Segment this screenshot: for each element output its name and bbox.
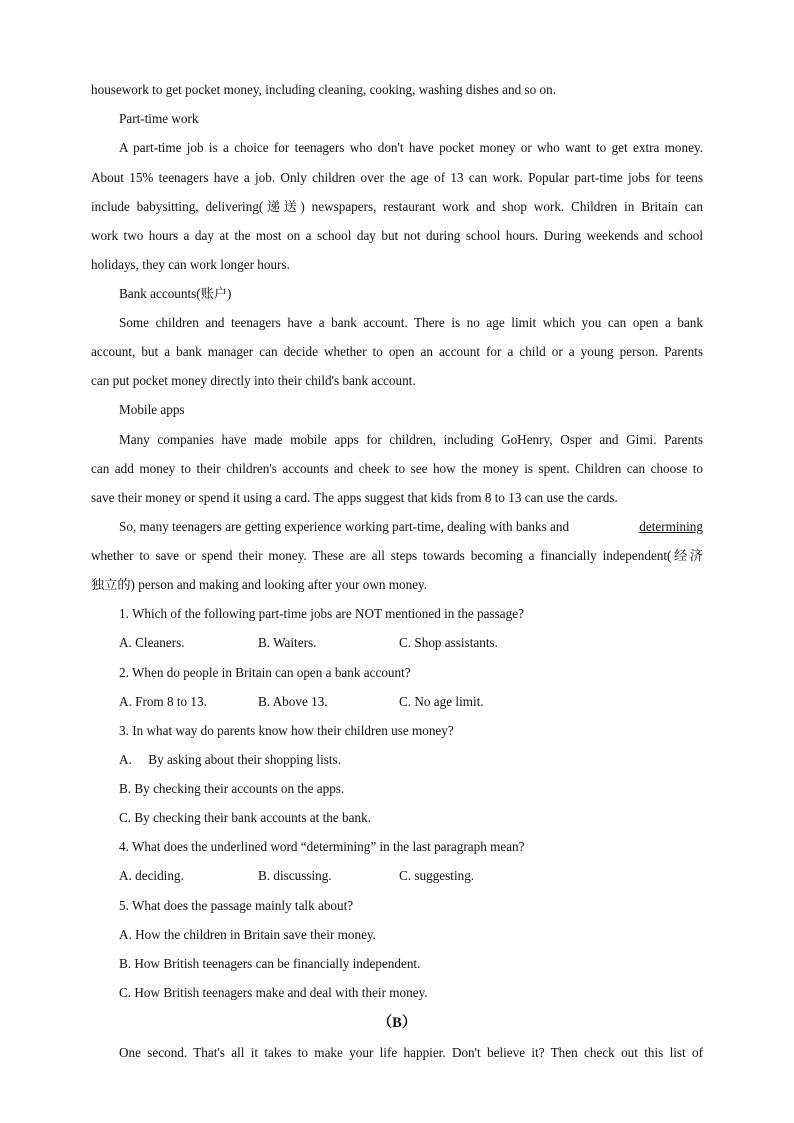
option-b: B. How British teenagers can be financially independent. [119,956,421,971]
option-a: A. From 8 to 13. [119,694,207,709]
paragraph-line: A part-time job is a choice for teenagers who don't have pocket money or who want to get extra money. [119,140,703,155]
option-a: A. How the children in Britain save their money. [119,927,376,942]
paragraph-line: holidays, they can work longer hours. [91,257,290,272]
option-c: C. By checking their bank accounts at the bank. [119,810,371,825]
paragraph-line: About 15% teenagers have a job. Only children over the age of 13 can work. Popular part-time jobs for teens [91,170,703,185]
paragraph-line: whether to save or spend their money. These are all steps towards becoming a financially independent(经济 [91,548,703,563]
question-2: 2. When do people in Britain can open a bank account? [119,665,411,680]
paragraph-line: can add money to their children's accounts and cheek to see how the money is spent. Children can choose to [91,461,703,476]
paragraph-line: Many companies have made mobile apps for children, including GoHenry, Osper and Gimi. Parents [119,432,703,447]
paragraph-line: Some children and teenagers have a bank account. There is no age limit which you can open a bank [119,315,703,330]
underlined-word: determining [639,519,703,534]
section-heading-mobile-apps: Mobile apps [119,402,185,417]
paragraph-line [119,517,703,537]
option-b: B. Waiters. [258,635,317,650]
option-c: C. suggesting. [399,868,475,883]
option-b: B. By checking their accounts on the apps. [119,781,345,796]
paragraph-line: account, but a bank manager can decide whether to open an account for a child or a young person. Parents [91,344,703,359]
option-c: C. Shop assistants. [399,635,498,650]
option-a: A. Cleaners. [119,635,185,650]
paragraph-line: work two hours a day at the most on a school day but not during school hours. During weekends and school [91,228,703,243]
option-c: C. No age limit. [399,694,484,709]
paragraph-line: One second. That's all it takes to make your life happier. Don't believe it? Then check out this list of [119,1045,703,1060]
option-b: B. discussing. [258,868,332,883]
paragraph-line: 独立的) person and making and looking after your own money. [91,577,428,592]
question-4: 4. What does the underlined word “determining” in the last paragraph mean? [119,839,525,854]
option-a: A. By asking about their shopping lists. [119,752,341,767]
option-c: C. How British teenagers make and deal with their money. [119,985,428,1000]
option-a: A. deciding. [119,868,184,883]
section-b-title: （B） [377,1015,417,1031]
option-b: B. Above 13. [258,694,328,709]
paragraph-line: include babysitting, delivering(递送) newspapers, restaurant work and shop work. Children in Britain can [91,199,703,214]
question-5: 5. What does the passage mainly talk about? [119,898,354,913]
paragraph-line: housework to get pocket money, including cleaning, cooking, washing dishes and so on. [91,82,557,97]
section-heading-bank-accounts: Bank accounts(账户) [119,286,232,301]
question-3: 3. In what way do parents know how their children use money? [119,723,454,738]
paragraph-line: save their money or spend it using a card. The apps suggest that kids from 8 to 13 can use the cards. [91,490,618,505]
paragraph-text: So, many teenagers are getting experience working part-time, dealing with banks and [119,519,570,534]
section-heading-part-time-work: Part-time work [119,111,199,126]
question-1: 1. Which of the following part-time jobs are NOT mentioned in the passage? [119,606,524,621]
paragraph-line: can put pocket money directly into their child's bank account. [91,373,416,388]
